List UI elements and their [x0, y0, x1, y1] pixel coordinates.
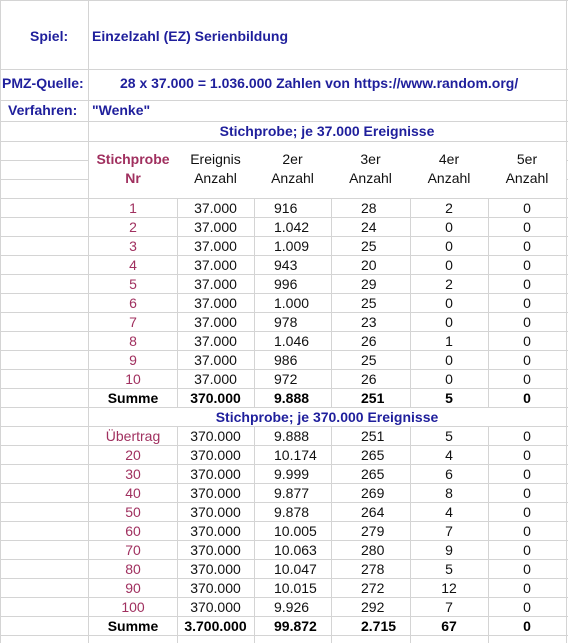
cell-5er: 0: [523, 314, 531, 330]
column-header-line2: Anzahl: [427, 170, 471, 186]
cell-2er: 916: [274, 200, 298, 216]
cell-4er: 0: [445, 371, 453, 387]
cell-5er: 0: [523, 428, 531, 444]
column-header-line1: 2er: [282, 151, 303, 167]
cell-3er: 280: [361, 542, 385, 558]
cell-4er: 0: [445, 238, 453, 254]
column-header-line1: Ereignis: [190, 151, 241, 167]
table-row: [0, 465, 568, 484]
cell-ereignis: 37.000: [194, 314, 237, 330]
cell-4er: 9: [445, 542, 453, 558]
cell-nr: 70: [125, 542, 141, 558]
cell-ereignis: 37.000: [194, 200, 237, 216]
cell-2er: 9.878: [274, 504, 310, 520]
table-row: [0, 541, 568, 560]
cell-nr: 8: [129, 333, 137, 349]
column-header-line1: Stichprobe: [96, 151, 170, 167]
column-header-line2: Anzahl: [194, 170, 237, 186]
column-header-line2: Anzahl: [349, 170, 392, 186]
cell-4er: 4: [445, 504, 453, 520]
cell-3er: 24: [361, 219, 377, 235]
table-row: [0, 218, 568, 237]
cell-ereignis: 3.700.000: [184, 618, 247, 634]
cell-nr: Summe: [107, 390, 159, 406]
section1-title: Stichprobe; je 37.000 Ereignisse: [219, 123, 435, 139]
cell-2er: 10.015: [274, 580, 317, 596]
cell-3er: 25: [361, 295, 377, 311]
cell-2er: 9.888: [274, 428, 310, 444]
cell-nr: 7: [129, 314, 137, 330]
cell-3er: 26: [361, 371, 377, 387]
cell-4er: 0: [445, 257, 453, 273]
cell-ereignis: 370.000: [190, 466, 241, 482]
cell-3er: 251: [361, 390, 385, 406]
cell-3er: 265: [361, 447, 385, 463]
cell-ereignis: 370.000: [190, 599, 241, 615]
sum-row: [0, 617, 568, 636]
cell-ereignis: 370.000: [190, 542, 241, 558]
column-header-3er: [331, 150, 410, 190]
cell-nr: 40: [125, 485, 141, 501]
pmz-value: 28 x 37.000 = 1.036.000 Zahlen von https://www.random.org/: [120, 75, 519, 91]
column-header-stichprobe: [89, 150, 177, 190]
merged-cell: [89, 101, 566, 121]
column-header-4er: [410, 150, 488, 190]
cell-5er: 0: [523, 561, 531, 577]
cell-5er: 0: [523, 333, 531, 349]
cell-3er: 25: [361, 238, 377, 254]
cell-ereignis: 37.000: [194, 238, 237, 254]
cell-3er: 20: [361, 257, 377, 273]
column-header-line2: Nr: [125, 170, 141, 186]
cell-ereignis: 370.000: [190, 504, 241, 520]
cell-5er: 0: [523, 200, 531, 216]
cell-4er: 0: [445, 295, 453, 311]
cell-2er: 9.877: [274, 485, 310, 501]
column-header-line2: Anzahl: [271, 170, 314, 186]
cell-ereignis: 370.000: [190, 390, 241, 406]
cell-ereignis: 370.000: [190, 485, 241, 501]
cell-4er: 7: [445, 523, 453, 539]
cell-4er: 6: [445, 466, 453, 482]
cell-4er: 8: [445, 485, 453, 501]
column-header-ereignis: [177, 150, 254, 190]
table-row: [0, 503, 568, 522]
table-row: [0, 427, 568, 446]
cell-ereignis: 370.000: [190, 428, 241, 444]
cell-ereignis: 37.000: [194, 276, 237, 292]
cell-5er: 0: [523, 523, 531, 539]
table-row: [0, 579, 568, 598]
cell-2er: 996: [274, 276, 298, 292]
cell-nr: 1: [129, 200, 137, 216]
pmz-label: PMZ-Quelle:: [2, 75, 84, 91]
table-row: [0, 598, 568, 617]
table-row: [0, 237, 568, 256]
cell-5er: 0: [523, 504, 531, 520]
column-header-2er: [254, 150, 331, 190]
cell-nr: 9: [129, 352, 137, 368]
cell-2er: 9.999: [274, 466, 310, 482]
cell-2er: 972: [274, 371, 298, 387]
table-row: [0, 256, 568, 275]
cell-4er: 5: [445, 390, 453, 406]
cell-2er: 1.000: [274, 295, 310, 311]
cell-5er: 0: [523, 219, 531, 235]
cell-3er: 251: [361, 428, 385, 444]
cell-4er: 1: [445, 333, 453, 349]
cell-nr: 6: [129, 295, 137, 311]
cell-2er: 986: [274, 352, 298, 368]
table-row: [0, 313, 568, 332]
table-row: [0, 560, 568, 579]
cell-5er: 0: [523, 295, 531, 311]
cell-4er: 0: [445, 314, 453, 330]
cell-nr: 50: [125, 504, 141, 520]
cell-nr: 80: [125, 561, 141, 577]
cell-2er: 10.174: [274, 447, 317, 463]
cell-3er: 278: [361, 561, 385, 577]
cell-4er: 4: [445, 447, 453, 463]
table-row: [0, 199, 568, 218]
cell-3er: 265: [361, 466, 385, 482]
table-row: [0, 446, 568, 465]
section2-title: Stichprobe; je 370.000 Ereignisse: [215, 409, 439, 425]
cell-5er: 0: [523, 447, 531, 463]
spiel-value: Einzelzahl (EZ) Serienbildung: [92, 28, 289, 44]
table-row: [0, 522, 568, 541]
cell-5er: 0: [523, 352, 531, 368]
cell-nr: 60: [125, 523, 141, 539]
cell-nr: Übertrag: [105, 428, 161, 444]
cell-4er: 2: [445, 200, 453, 216]
cell-ereignis: 370.000: [190, 523, 241, 539]
column-header-line1: 4er: [438, 151, 460, 167]
cell-3er: 264: [361, 504, 385, 520]
table-row: [0, 294, 568, 313]
cell-3er: 25: [361, 352, 377, 368]
table-row: [0, 332, 568, 351]
cell-5er: 0: [523, 390, 531, 406]
cell-5er: 0: [523, 542, 531, 558]
cell-nr: 4: [129, 257, 137, 273]
cell-ereignis: 370.000: [190, 561, 241, 577]
cell-4er: 5: [445, 428, 453, 444]
cell-ereignis: 37.000: [194, 257, 237, 273]
cell-ereignis: 37.000: [194, 352, 237, 368]
cell-4er: 12: [441, 580, 457, 596]
cell-4er: 0: [445, 219, 453, 235]
cell-5er: 0: [523, 580, 531, 596]
cell-5er: 0: [523, 618, 531, 634]
cell-5er: 0: [523, 257, 531, 273]
verfahren-value: "Wenke": [92, 102, 151, 118]
table-row: [0, 275, 568, 294]
cell-2er: 978: [274, 314, 298, 330]
cell-3er: 28: [361, 200, 377, 216]
cell-5er: 0: [523, 466, 531, 482]
cell-ereignis: 37.000: [194, 219, 237, 235]
cell-3er: 2.715: [361, 618, 397, 634]
table-row: [0, 351, 568, 370]
cell-ereignis: 37.000: [194, 371, 237, 387]
column-header-5er: [488, 150, 566, 190]
spiel-label: Spiel:: [30, 28, 69, 44]
column-header-line1: 5er: [516, 151, 538, 167]
cell-nr: 10: [125, 371, 141, 387]
cell-4er: 67: [441, 618, 457, 634]
cell-ereignis: 37.000: [194, 333, 237, 349]
cell-nr: Summe: [107, 618, 159, 634]
cell-2er: 99.872: [274, 618, 317, 634]
cell-3er: 29: [361, 276, 377, 292]
cell-2er: 10.047: [274, 561, 317, 577]
cell-3er: 272: [361, 580, 385, 596]
column-header-line2: Anzahl: [505, 170, 549, 186]
table-row: [0, 484, 568, 503]
cell-3er: 26: [361, 333, 377, 349]
cell-4er: 2: [445, 276, 453, 292]
cell-ereignis: 370.000: [190, 447, 241, 463]
cell-5er: 0: [523, 238, 531, 254]
cell-ereignis: 370.000: [190, 580, 241, 596]
cell-2er: 1.046: [274, 333, 310, 349]
cell-2er: 9.888: [274, 390, 310, 406]
cell-3er: 23: [361, 314, 377, 330]
cell-nr: 3: [129, 238, 137, 254]
cell-2er: 10.005: [274, 523, 317, 539]
cell-2er: 9.926: [274, 599, 310, 615]
sum-row: [0, 389, 568, 408]
cell-4er: 0: [445, 352, 453, 368]
cell-2er: 10.063: [274, 542, 317, 558]
cell-5er: 0: [523, 599, 531, 615]
cell-nr: 5: [129, 276, 137, 292]
cell-5er: 0: [523, 371, 531, 387]
cell-2er: 943: [274, 257, 298, 273]
column-header-line1: 3er: [360, 151, 381, 167]
cell-2er: 1.042: [274, 219, 310, 235]
cell-nr: 100: [121, 599, 145, 615]
table-row: [0, 370, 568, 389]
cell-nr: 20: [125, 447, 141, 463]
cell-3er: 279: [361, 523, 385, 539]
cell-5er: 0: [523, 485, 531, 501]
cell-5er: 0: [523, 276, 531, 292]
cell-nr: 2: [129, 219, 137, 235]
cell-3er: 269: [361, 485, 385, 501]
cell-nr: 90: [125, 580, 141, 596]
cell-4er: 7: [445, 599, 453, 615]
cell-4er: 5: [445, 561, 453, 577]
cell-3er: 292: [361, 599, 385, 615]
cell-ereignis: 37.000: [194, 295, 237, 311]
verfahren-label: Verfahren:: [8, 102, 78, 118]
cell-nr: 30: [125, 466, 141, 482]
cell-2er: 1.009: [274, 238, 310, 254]
